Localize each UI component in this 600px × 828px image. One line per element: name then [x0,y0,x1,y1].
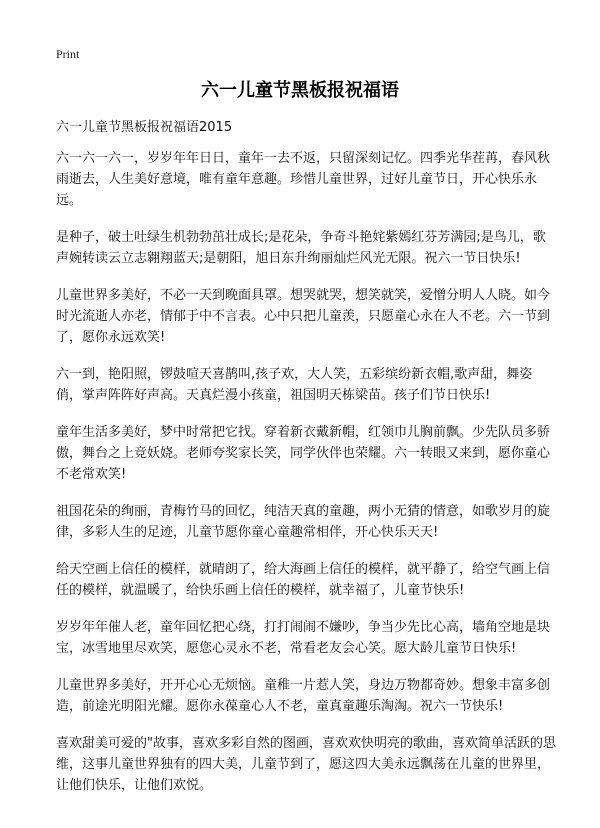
paragraph: 儿童世界多美好，不必一天到晚面具罩。想哭就哭，想笑就笑，爱憎分明人人晓。如今时光流逝人亦老，情郁于中不言表。心中只把儿童羡，只愿童心永在人不老。六一节到了，愿你永远欢笑! [56,288,551,345]
page-title: 六一儿童节黑板报祝福语 [201,80,399,101]
paragraph: 岁岁年年催人老，童年回忆把心绕，打打闹闹不嫌吵，争当少先比心高，墙角空地是块宝，冰雪地里尽欢笑，愿您心灵永不老，常看老友会心笑。愿大龄儿童节日快乐! [56,620,551,656]
paragraph: 六一六一六一，岁岁年年日日，童年一去不返，只留深刻记忆。四季光华茬苒，春风秋雨逝去，人生美好意境，唯有童年意趣。珍惜儿童世界，过好儿童节日，开心快乐永远。 [56,151,551,208]
paragraph: 给天空画上信任的模样，就晴朗了，给大海画上信任的模样，就平静了，给空气画上信任的模样，就温暖了，给快乐画上信任的模样，就幸福了，儿童节快乐! [56,562,551,598]
paragraph: 喜欢甜美可爱的"故事，喜欢多彩自然的图画，喜欢欢快明亮的歌曲，喜欢简单活跃的思维，这事儿童世界独有的四大美，儿童节到了，愿这四大美永远飘荡在儿童的世界里，让他们快乐，让他们欢悦。 [56,736,556,793]
paragraph: 儿童世界多美好，开开心心无烦恼。童稚一片惹人笑，身边万物都奇妙。想象丰富多创造，前途光明阳光耀。愿你永葆童心人不老，童真童趣乐淘淘。祝六一节快乐! [56,678,551,714]
paragraph: 是种子，破土吐绿生机勃勃茁壮成长;是花朵，争奇斗艳姹紫嫣红芬芳满园;是鸟儿，歌声婉转读云立志翱翔蓝天;是朝阳，旭日东升绚丽灿烂风光无限。祝六一节日快乐! [56,230,546,266]
paragraph: 童年生活多美好，梦中时常把它找。穿着新衣戴新帽，红领巾儿胸前飘。少先队员多骄傲，舞台之上竞妖娆。老师夸奖家长笑，同学伙伴也荣耀。六一转眼又来到，愿你童心不老常欢笑! [56,425,551,482]
paragraph: 六一到，艳阳照，锣鼓喧天喜鹊叫,孩子欢，大人笑，五彩缤纷新衣帽,歌声甜，舞姿俏，掌声阵阵好声高。天真烂漫小孩童，祖国明天栋梁苗。孩子们节日快乐! [56,367,533,403]
print-link[interactable]: Print [56,47,80,61]
document-subtitle: 六一儿童节黑板报祝福语2015 [56,120,233,135]
document-body [56,148,556,812]
paragraph: 祖国花朵的绚丽，青梅竹马的回忆，纯洁天真的童趣，两小无猜的情意，如歌岁月的旋律，多彩人生的足迹，儿童节愿你童心童趣常相伴，开心快乐天天! [56,504,551,540]
